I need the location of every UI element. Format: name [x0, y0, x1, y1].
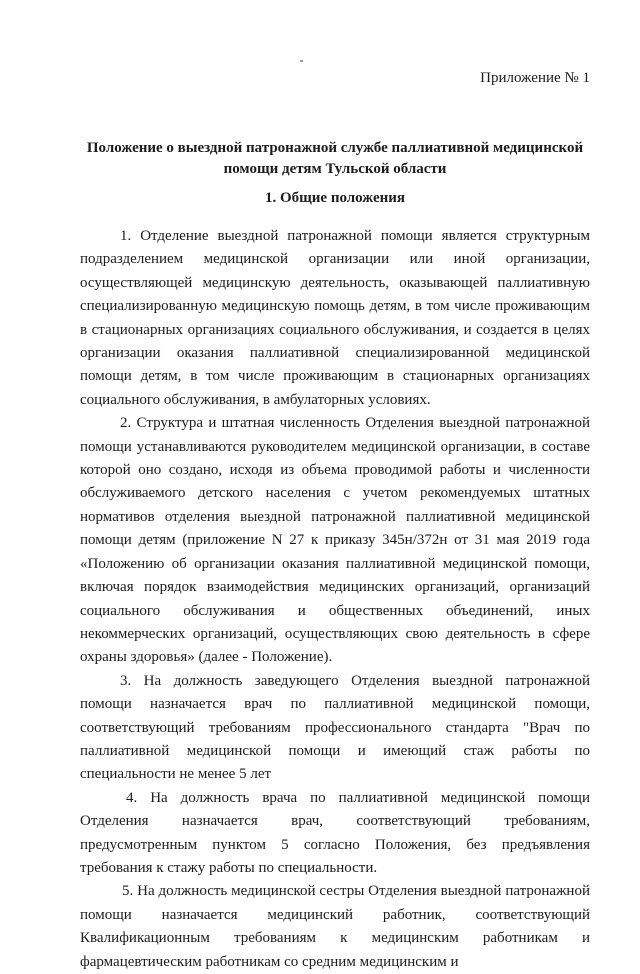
- document-title: Положение о выездной патронажной службе паллиативной медицинской помощи детям Тульской области: [86, 140, 584, 177]
- paragraph-2: 2. Структура и штатная численность Отделения выездной патронажной помощи устанавливаются руководителем медицинской организации, в составе которой оно создано, исходя из объема проводимой работы и численности обслуживаемого детского населения с учетом рекомендуемых штатных нормативов отделения выездной патронажной паллиативной медицинской помощи детям (приложение N 27 к приказу 345н/372н от 31 мая 2019 года «Положению об организации оказания паллиативной медицинской помощи, включая порядок взаимодействия медицинских организаций, организаций социального обслуживания и общественных объединений, иных некоммерческих организаций, осуществляющих свою деятельность в сфере охраны здоровья» (далее - Положение).: [80, 415, 590, 666]
- paragraph-3: 3. На должность заведующего Отделения выездной патронажной помощи назначается врач по паллиативной медицинской помощи, соответствующий требованиям профессионального стандарта "Врач по паллиативной медицинской помощи и имеющий стаж работы по специальности не менее 5 лет: [80, 672, 590, 783]
- paragraph-1: 1. Отделение выездной патронажной помощи является структурным подразделением медицинской организации или иной организации, осуществляющей медицинскую деятельность, оказывающей паллиативную специализированную медицинскую помощь детям, в том числе проживающим в стационарных организациях социального обслуживания, и создается в целях организации оказания паллиативной специализированной медицинской помощи детям, в том числе проживающим в стационарных организациях социального обслуживания, в амбулаторных условиях.: [80, 228, 590, 408]
- paragraph-4: 4. На должность врача по паллиативной медицинской помощи Отделения назначается врач, соответствующий требованиям, предусмотренным пунктом 5 согласно Положения, без предъявления требования к стажу работы по специальности.: [80, 789, 590, 876]
- appendix-label: Приложение № 1: [480, 70, 590, 86]
- section-heading: 1. Общие положения: [264, 190, 406, 206]
- document-body: [80, 225, 590, 974]
- paragraph-5: 5. На должность медицинской сестры Отделения выездной патронажной помощи назначается медицинский работник, соответствующий Квалификационным требованиям к медицинским работникам и фармацевтическим работникам со средним медицинским и: [80, 883, 590, 970]
- scan-speck: [300, 60, 303, 62]
